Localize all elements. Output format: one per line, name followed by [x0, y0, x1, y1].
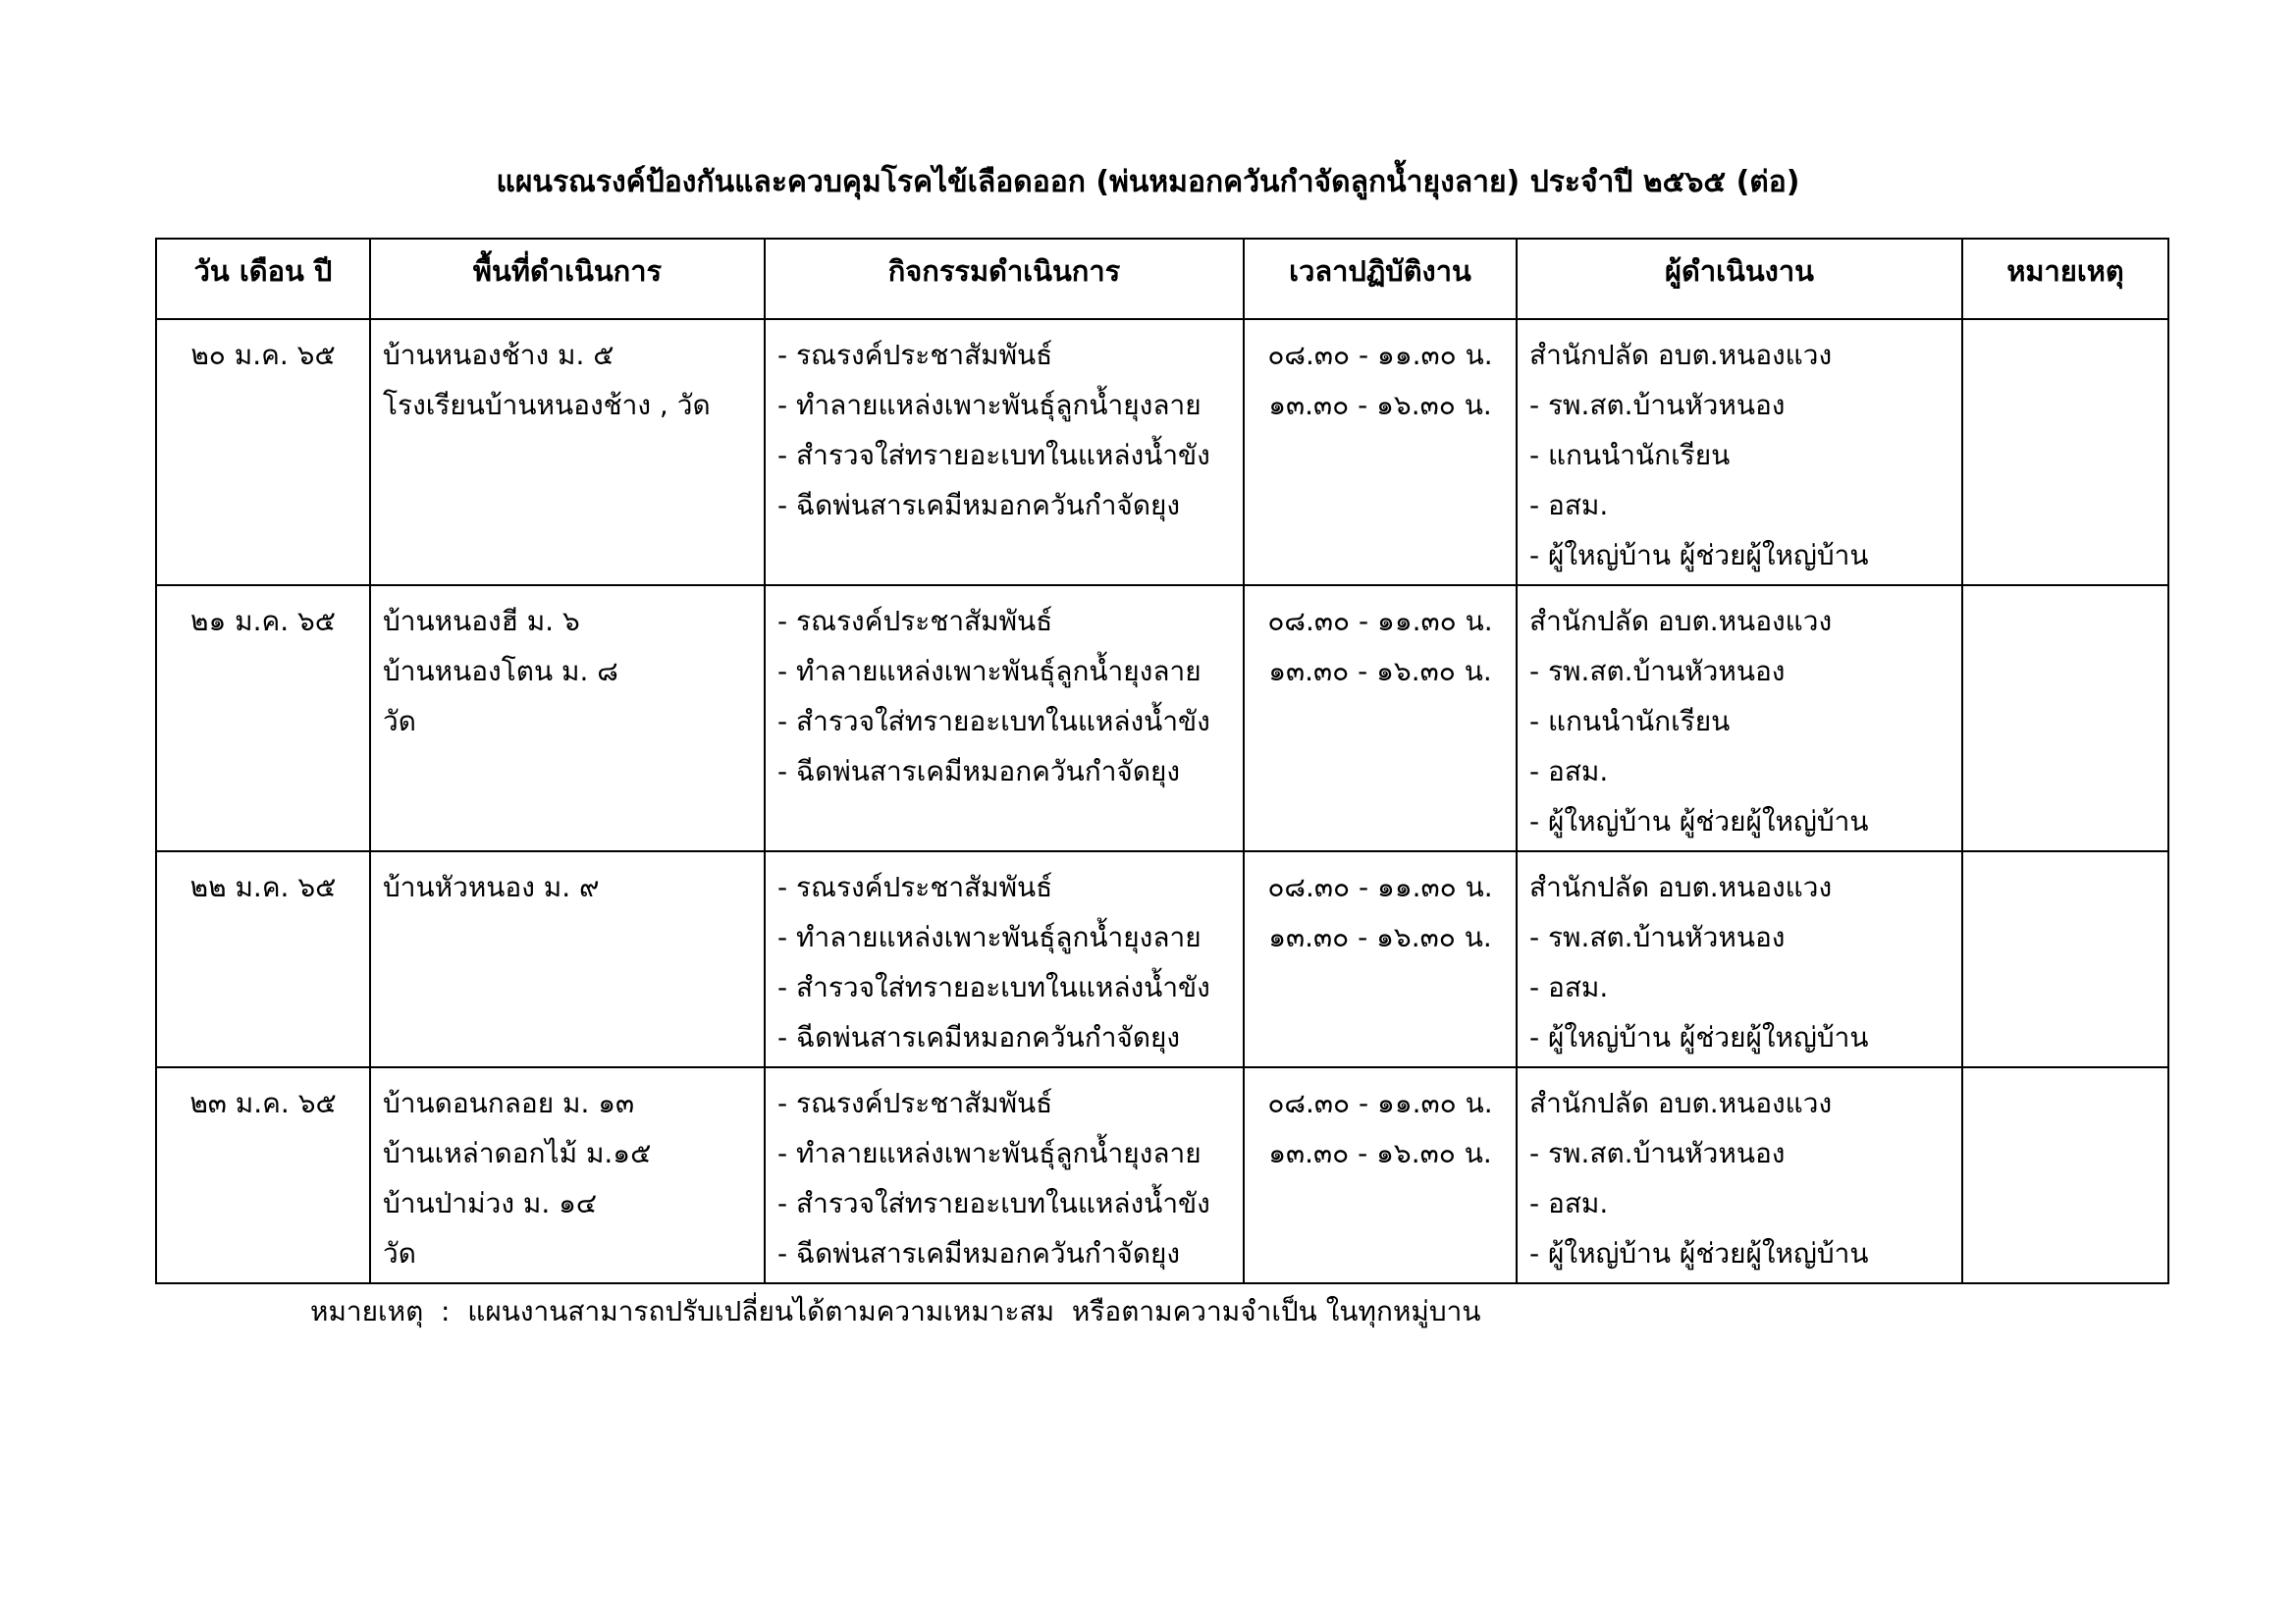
remark-cell-text [1963, 330, 2167, 380]
staff-cell-line: - ผู้ใหญ่บ้าน ผู้ช่วยผู้ใหญ่บ้าน [1529, 1237, 1869, 1270]
staff-cell [1517, 1067, 1962, 1283]
date-cell [156, 585, 370, 851]
table-row [156, 319, 2168, 585]
date-cell [156, 319, 370, 585]
area-cell-line: บ้านหัวหนอง ม. ๙ [383, 871, 600, 903]
header-time: เวลาปฏิบัติงาน [1244, 239, 1517, 319]
area-cell [370, 851, 765, 1067]
area-cell-line: วัด [383, 1237, 416, 1270]
staff-cell [1517, 585, 1962, 851]
date-cell-text: ๒๐ ม.ค. ๖๕ [190, 339, 336, 371]
remark-cell-text [1963, 596, 2167, 646]
activities-cell-line: - รณรงค์ประชาสัมพันธ์ [777, 1087, 1053, 1119]
area-cell-line: บ้านเหล่าดอกไม้ ม.๑๕ [383, 1137, 652, 1169]
activities-cell-line: - ทำลายแหล่งเพาะพันธุ์ลูกน้ำยุงลาย [777, 389, 1201, 421]
activities-cell-line: - ทำลายแหล่งเพาะพันธุ์ลูกน้ำยุงลาย [777, 921, 1201, 953]
area-cell-line: บ้านหนองโตน ม. ๘ [383, 655, 618, 687]
time-cell [1244, 319, 1517, 585]
activities-cell [765, 851, 1244, 1067]
table-row [156, 1067, 2168, 1283]
staff-cell [1517, 851, 1962, 1067]
activities-cell-line: - ฉีดพ่นสารเคมีหมอกควันกำจัดยุง [777, 755, 1181, 787]
area-cell-line: บ้านป่าม่วง ม. ๑๔ [383, 1187, 598, 1219]
time-cell [1244, 585, 1517, 851]
time-cell-line: ๐๘.๓๐ - ๑๑.๓๐ น. [1267, 871, 1493, 903]
area-cell-line: โรงเรียนบ้านหนองช้าง , วัด [383, 389, 711, 421]
staff-cell-line: - ผู้ใหญ่บ้าน ผู้ช่วยผู้ใหญ่บ้าน [1529, 1021, 1869, 1054]
header-remark: หมายเหตุ [1962, 239, 2168, 319]
table-header-row [156, 239, 2168, 319]
staff-cell-line: - อสม. [1529, 755, 1609, 787]
area-cell [370, 319, 765, 585]
staff-cell-line: สำนักปลัด อบต.หนองแวง [1529, 605, 1833, 637]
remark-cell [1962, 319, 2168, 585]
plan-table [155, 238, 2169, 1284]
activities-cell-line: - รณรงค์ประชาสัมพันธ์ [777, 339, 1053, 371]
date-cell-text: ๒๓ ม.ค. ๖๕ [189, 1087, 337, 1119]
activities-cell-line: - ฉีดพ่นสารเคมีหมอกควันกำจัดยุง [777, 489, 1181, 521]
staff-cell-line: - แกนนำนักเรียน [1529, 705, 1731, 737]
activities-cell-line: - ฉีดพ่นสารเคมีหมอกควันกำจัดยุง [777, 1021, 1181, 1054]
table-row [156, 851, 2168, 1067]
activities-cell-line: - รณรงค์ประชาสัมพันธ์ [777, 605, 1053, 637]
staff-cell-line: - อสม. [1529, 1187, 1609, 1219]
time-cell-line: ๑๓.๓๐ - ๑๖.๓๐ น. [1268, 1137, 1492, 1169]
document-title: แผนรณรงค์ป้องกันและควบคุมโรคไข้เลือดออก (พ่นหมอกควันกำจัดลูกน้ำยุงลาย) ประจำปี ๒๕๖๕ (ต่อ) [496, 165, 1800, 199]
area-cell-line: บ้านหนองช้าง ม. ๕ [383, 339, 614, 371]
date-cell-text: ๒๑ ม.ค. ๖๕ [190, 605, 336, 637]
activities-cell [765, 585, 1244, 851]
staff-cell-line: สำนักปลัด อบต.หนองแวง [1529, 1087, 1833, 1119]
staff-cell-line: - รพ.สต.บ้านหัวหนอง [1529, 1137, 1786, 1169]
area-cell-line: วัด [383, 705, 416, 737]
activities-cell-line: - รณรงค์ประชาสัมพันธ์ [777, 871, 1053, 903]
activities-cell-line: - สำรวจใส่ทรายอะเบทในแหล่งน้ำขัง [777, 439, 1210, 471]
table-row [156, 585, 2168, 851]
staff-cell-line: - รพ.สต.บ้านหัวหนอง [1529, 655, 1786, 687]
activities-cell-line: - สำรวจใส่ทรายอะเบทในแหล่งน้ำขัง [777, 971, 1210, 1003]
footnote: หมายเหตุ : แผนงานสามารถปรับเปลี่ยนได้ตามความเหมาะสม หรือตามความจำเป็น ในทุกหมู่บาน [310, 1295, 1481, 1327]
activities-cell-line: - ทำลายแหล่งเพาะพันธุ์ลูกน้ำยุงลาย [777, 1137, 1201, 1169]
staff-cell [1517, 319, 1962, 585]
header-area: พื้นที่ดำเนินการ [370, 239, 765, 319]
time-cell-line: ๐๘.๓๐ - ๑๑.๓๐ น. [1267, 605, 1493, 637]
time-cell-line: ๑๓.๓๐ - ๑๖.๓๐ น. [1268, 655, 1492, 687]
table-body [156, 319, 2168, 1283]
activities-cell [765, 1067, 1244, 1283]
remark-cell [1962, 851, 2168, 1067]
time-cell-line: ๐๘.๓๐ - ๑๑.๓๐ น. [1267, 339, 1493, 371]
area-cell [370, 1067, 765, 1283]
time-cell-line: ๐๘.๓๐ - ๑๑.๓๐ น. [1267, 1087, 1493, 1119]
staff-cell-line: - แกนนำนักเรียน [1529, 439, 1731, 471]
activities-cell-line: - ฉีดพ่นสารเคมีหมอกควันกำจัดยุง [777, 1237, 1181, 1270]
staff-cell-line: - อสม. [1529, 489, 1609, 521]
date-cell-text: ๒๒ ม.ค. ๖๕ [189, 871, 337, 903]
date-cell [156, 851, 370, 1067]
staff-cell-line: - ผู้ใหญ่บ้าน ผู้ช่วยผู้ใหญ่บ้าน [1529, 539, 1869, 571]
activities-cell [765, 319, 1244, 585]
time-cell [1244, 1067, 1517, 1283]
time-cell-line: ๑๓.๓๐ - ๑๖.๓๐ น. [1268, 921, 1492, 953]
staff-cell-line: - อสม. [1529, 971, 1609, 1003]
activities-cell-line: - สำรวจใส่ทรายอะเบทในแหล่งน้ำขัง [777, 1187, 1210, 1219]
activities-cell-line: - สำรวจใส่ทรายอะเบทในแหล่งน้ำขัง [777, 705, 1210, 737]
area-cell [370, 585, 765, 851]
staff-cell-line: - รพ.สต.บ้านหัวหนอง [1529, 921, 1786, 953]
header-date: วัน เดือน ปี [156, 239, 370, 319]
remark-cell [1962, 1067, 2168, 1283]
header-staff: ผู้ดำเนินงาน [1517, 239, 1962, 319]
remark-cell [1962, 585, 2168, 851]
time-cell-line: ๑๓.๓๐ - ๑๖.๓๐ น. [1268, 389, 1492, 421]
staff-cell-line: สำนักปลัด อบต.หนองแวง [1529, 339, 1833, 371]
time-cell [1244, 851, 1517, 1067]
remark-cell-text [1963, 1078, 2167, 1128]
staff-cell-line: - รพ.สต.บ้านหัวหนอง [1529, 389, 1786, 421]
staff-cell-line: สำนักปลัด อบต.หนองแวง [1529, 871, 1833, 903]
area-cell-line: บ้านดอนกลอย ม. ๑๓ [383, 1087, 635, 1119]
header-activities: กิจกรรมดำเนินการ [765, 239, 1244, 319]
date-cell [156, 1067, 370, 1283]
activities-cell-line: - ทำลายแหล่งเพาะพันธุ์ลูกน้ำยุงลาย [777, 655, 1201, 687]
area-cell-line: บ้านหนองฮี ม. ๖ [383, 605, 580, 637]
remark-cell-text [1963, 862, 2167, 912]
staff-cell-line: - ผู้ใหญ่บ้าน ผู้ช่วยผู้ใหญ่บ้าน [1529, 805, 1869, 838]
